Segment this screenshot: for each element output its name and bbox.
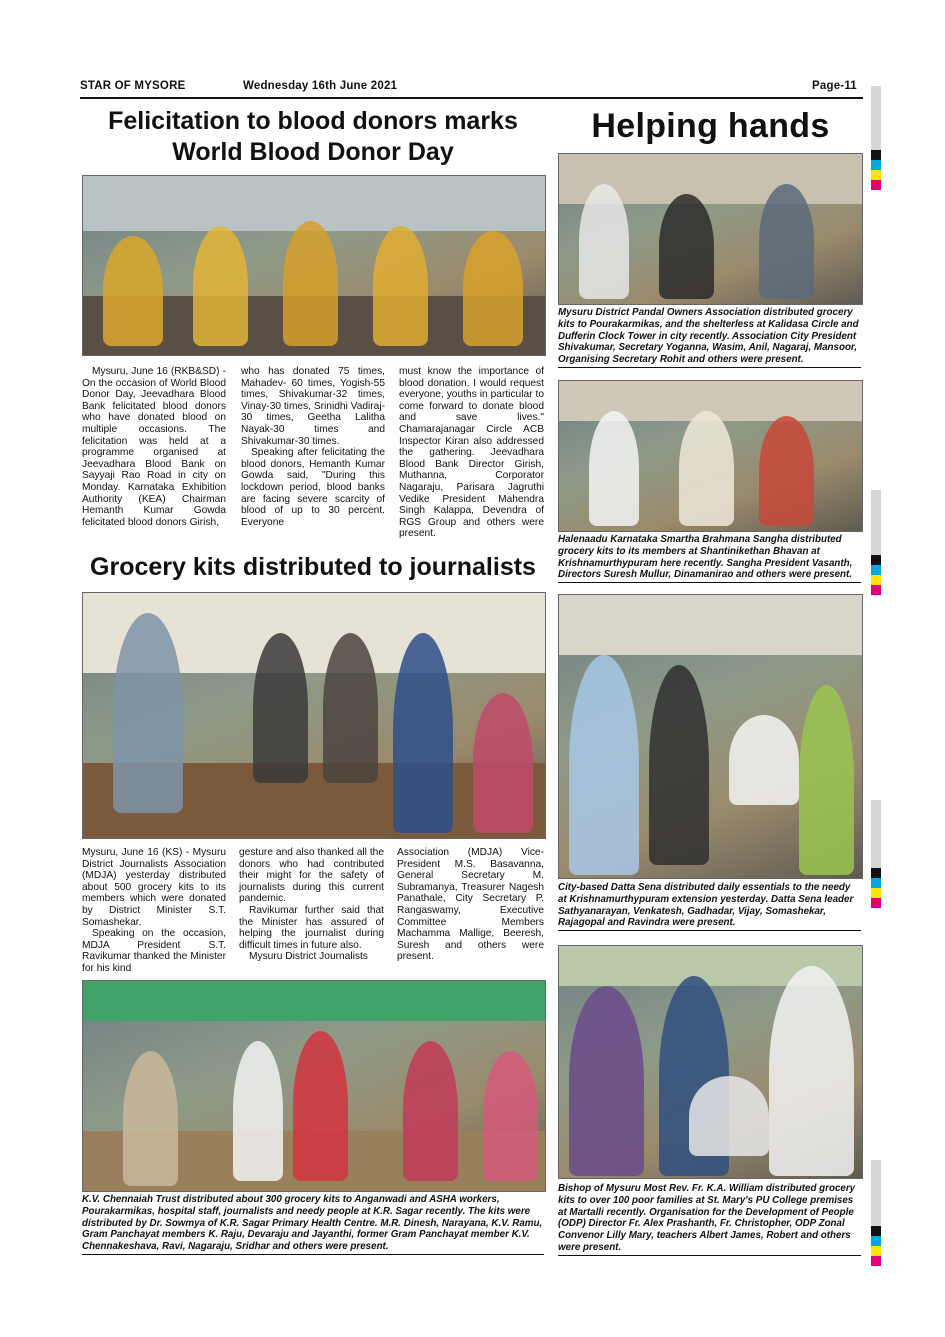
helping-hands-headline: Helping hands xyxy=(591,107,830,145)
yellow-swatch xyxy=(871,1246,881,1256)
blood-headline-line2: World Blood Donor Day xyxy=(172,138,454,166)
black-swatch xyxy=(871,555,881,565)
yellow-swatch xyxy=(871,575,881,585)
cyan-swatch xyxy=(871,1236,881,1246)
blood-donor-photo xyxy=(82,175,546,356)
grocery-story-col3 xyxy=(397,847,544,963)
blood-col3-para: must know the importance of blood donation. I would request everyone, youths in particular to come forward to donate blood and save lives." Chamarajanagar Circle ACB Inspector Kiran also addressed the gathering. Jeevadhara Blood Bank Director Girish, Muthanna, Corporator Nagaraju, Parisara Jagruthi Vedike President Mahendra Singh Kalappa, Devendra of RGS Group and others were present. xyxy=(399,366,544,540)
blood-story-col2 xyxy=(241,366,385,528)
bishop-photo xyxy=(558,945,863,1179)
blood-col1-para: Mysuru, June 16 (RKB&SD) - On the occasion of World Blood Donor Day, Jeevadhara Blood Bank felicitated blood donors who have donated blood on multiple occasions. The felicitation was held at a programme organised at Jeevadhara Blood Bank on Sayyaji Rao Road in city on Monday. Karnataka Exhibition Authority (KEA) Chairman Hemanth Kumar Gowda felicitated blood donors Girish, xyxy=(82,366,226,528)
masthead-rule xyxy=(80,97,863,99)
magenta-swatch xyxy=(871,898,881,908)
black-swatch xyxy=(871,150,881,160)
grey-margin-bar-4 xyxy=(871,1160,881,1226)
issue-date: Wednesday 16th June 2021 xyxy=(243,80,398,92)
blood-donor-headline xyxy=(80,106,546,168)
datta-sena-photo xyxy=(558,594,863,879)
black-swatch xyxy=(871,1226,881,1236)
yellow-swatch xyxy=(871,888,881,898)
grey-margin-bar-2 xyxy=(871,490,881,555)
grocery-story-col1 xyxy=(82,847,226,975)
brahmana-sangha-caption: Halenaadu Karnataka Smartha Brahmana Sangha distributed grocery kits to its members at Shantinikethan Bhavan at Krishnamurthypuram here recently. Sangha President Vasanth, Directors Suresh Mullur, Dinamanirao and others were present. xyxy=(558,534,861,583)
grocery-col2-para2: Ravikumar further said that the Minister has assured of helping the journalist during difficult times in future also. xyxy=(239,904,384,951)
grocery-col2-para3: Mysuru District Journalists xyxy=(249,951,368,963)
cyan-swatch xyxy=(871,565,881,575)
grocery-col1-para1: Mysuru, June 16 (KS) - Mysuru District Journalists Association (MDJA) yesterday distributed about 500 grocery kits to its members which were donated by District Minister S.T. Somashekar. xyxy=(82,847,226,928)
magenta-swatch xyxy=(871,585,881,595)
blood-headline-line1: Felicitation to blood donors marks xyxy=(108,107,518,135)
pandal-owners-photo xyxy=(558,153,863,305)
cyan-swatch xyxy=(871,160,881,170)
journalists-photo xyxy=(82,592,546,839)
grey-margin-bar-3 xyxy=(871,800,881,868)
datta-sena-caption: City-based Datta Sena distributed daily essentials to the needy at Krishnamurthypuram extension yesterday. Datta Sena leader Sathyanarayan, Venkatesh, Gadhadar, Vijay, Somashekar, Rajagopal and Ravindra were present. xyxy=(558,882,861,931)
grocery-col2-para1: gesture and also thanked all the donors who had contributed their might for the safety of journalists during this current pandemic. xyxy=(239,847,384,905)
bishop-caption: Bishop of Mysuru Most Rev. Fr. K.A. William distributed grocery kits to over 100 poor families at St. Mary's PU College premises at Martalli recently. Organisation for the Development of People (ODP) Director Fr. Alex Prashanth, Fr. Christopher, ODP Zonal Convenor Lilly Mary, teachers Albert James, Robert and others were present. xyxy=(558,1183,861,1256)
grocery-col1-para2: Speaking on the occasion, MDJA President S.T. Ravikumar thanked the Minister for his kind xyxy=(82,928,226,974)
chennaiah-trust-photo xyxy=(82,980,546,1192)
grocery-story-col2 xyxy=(239,847,384,963)
pandal-owners-caption: Mysuru District Pandal Owners Association distributed grocery kits to Pourakarmikas, and the shelterless at Kalidasa Circle and Dufferin Clock Tower in city recently. Association City President Shivakumar, Secretary Yoganna, Wasim, Anil, Nagaraj, Mansoor, Organising Secretary Rohit and others were present. xyxy=(558,307,861,368)
cyan-swatch xyxy=(871,878,881,888)
brahmana-sangha-photo xyxy=(558,380,863,532)
grey-margin-bar-1 xyxy=(871,86,881,150)
magenta-swatch xyxy=(871,180,881,190)
page-number: Page-11 xyxy=(812,80,857,92)
grocery-headline: Grocery kits distributed to journalists xyxy=(90,553,536,581)
black-swatch xyxy=(871,868,881,878)
blood-story-col3 xyxy=(399,366,544,540)
magenta-swatch xyxy=(871,1256,881,1266)
chennaiah-caption: K.V. Chennaiah Trust distributed about 300 grocery kits to Anganwadi and ASHA workers, Pourakarmikas, hospital staff, journalists and needy people at K.R. Sagar recently. The kits were distributed by Dr. Sowmya of K.R. Sagar Primary Health Centre. M.R. Dinesh, Narayana, K.V. Ramu, Gram Panchayat members K. Raju, Devaraju and Jayanthi, former Gram Panchayat member K.V. Chennakeshava, Ravi, Nagaraju, Sridhar and others were present. xyxy=(82,1194,544,1255)
yellow-swatch xyxy=(871,170,881,180)
blood-col2-para1: who has donated 75 times, Mahadev- 60 times, Yogish-55 times, Shivakumar-32 times, Vinay-30 times, Srinidhi Vadiraj-30 times, Geetha Lalitha Nayak-30 times and Shivakumar-30 times. xyxy=(241,366,386,447)
paper-name: STAR OF MYSORE xyxy=(80,80,186,92)
blood-col2-para2: Speaking after felicitating the blood donors, Hemanth Kumar Gowda said, "During this lockdown period, blood banks are facing severe scarcity of blood of up to 30 percent. Everyone xyxy=(241,447,385,528)
blood-story-col1 xyxy=(82,366,226,528)
grocery-col3-para: Association (MDJA) Vice-President M.S. Basavanna, General Secretary M. Subramanya, Treasurer Nagesh Panathale, City Secretary P. Rangaswamy, Executive Committee Members Machamma Mallige, Beeresh, Suresh and others were present. xyxy=(397,847,544,963)
